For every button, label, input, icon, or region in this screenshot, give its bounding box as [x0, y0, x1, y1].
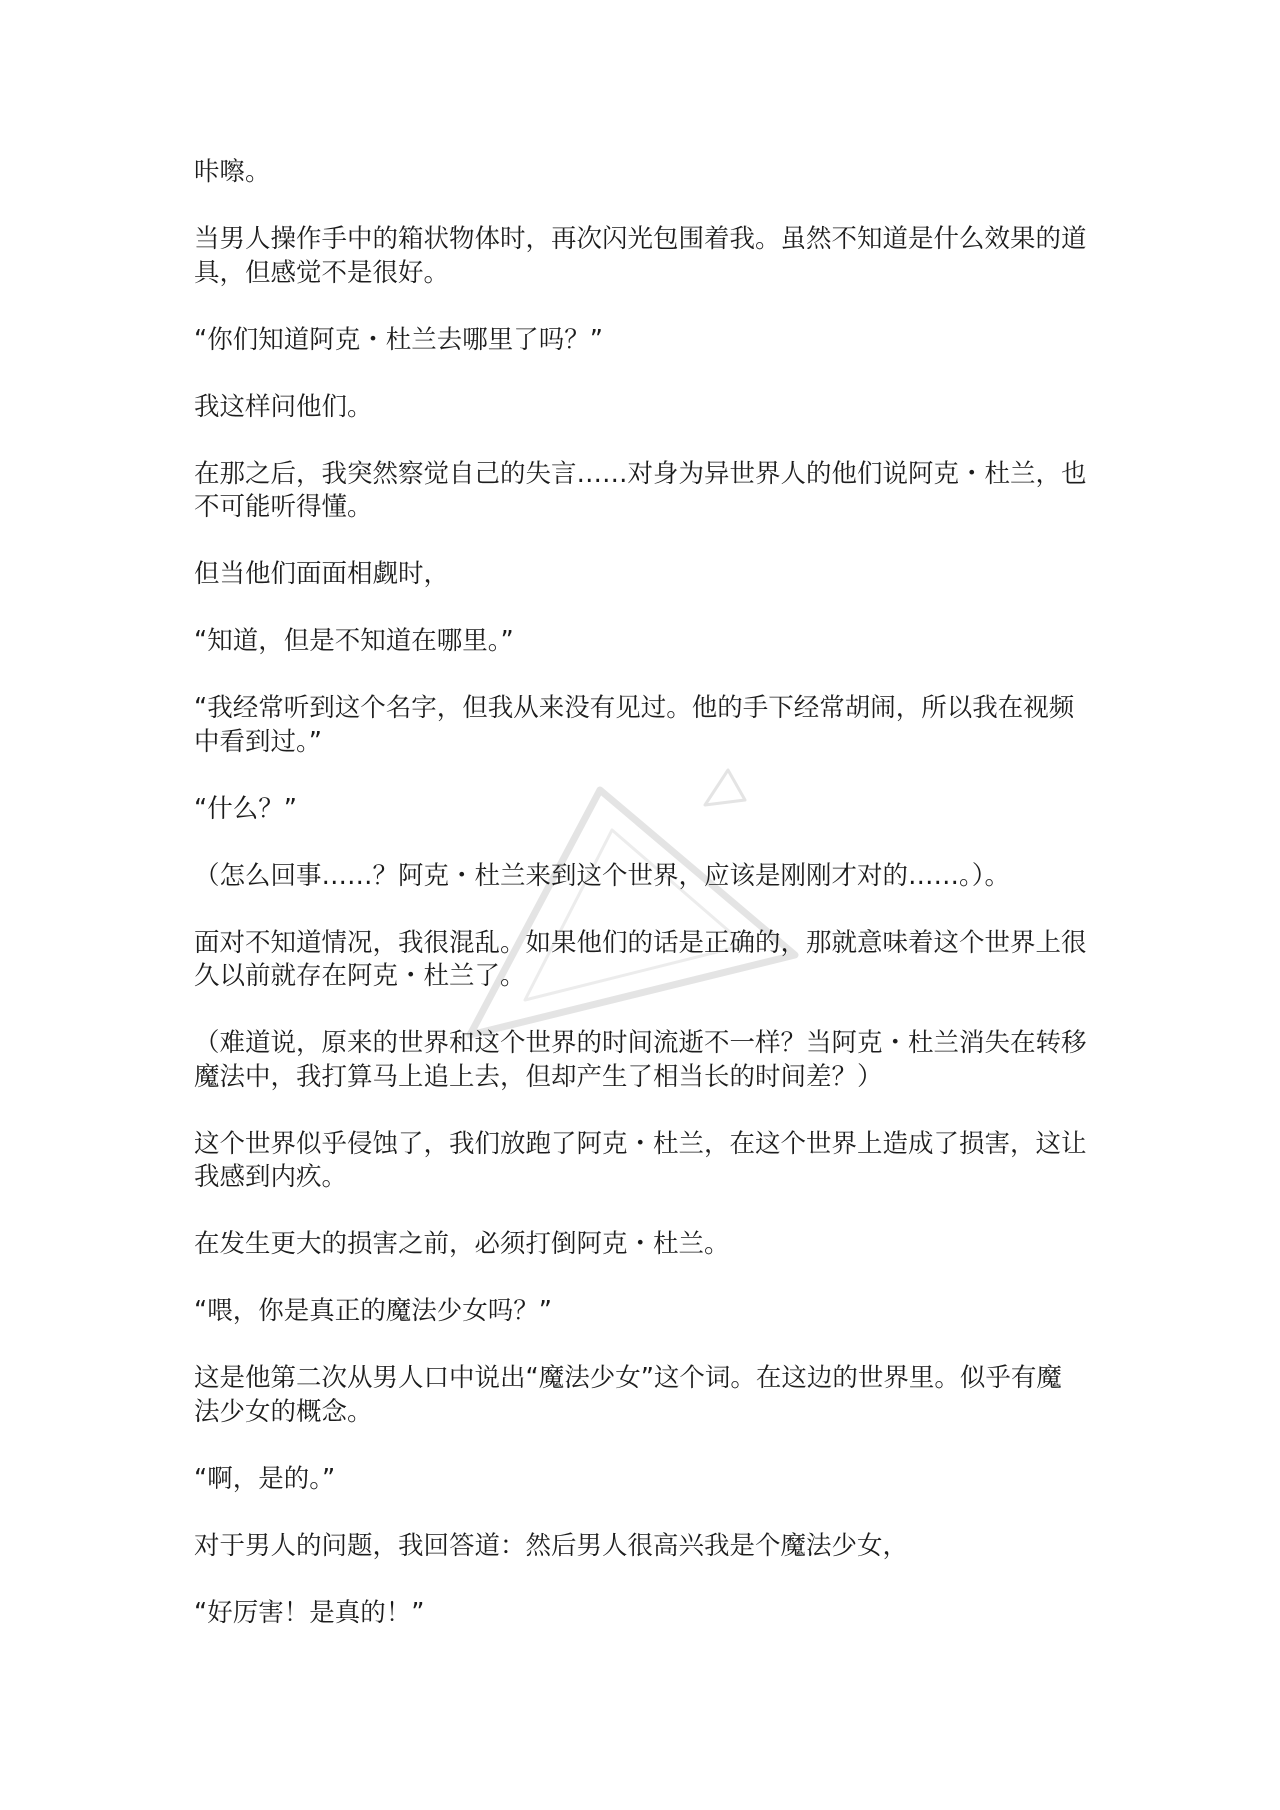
paragraph: [194, 391, 1104, 425]
text-line: 这个世界似乎侵蚀了，我们放跑了阿克・杜兰，在这个世界上造成了损害，这让: [194, 1128, 1087, 1159]
text-line: 这是他第二次从男人口中说出“魔法少女”这个词。在这边的世界里。似乎有魔: [194, 1363, 1062, 1393]
text-line: “我经常听到这个名字，但我从来没有见过。他的手下经常胡闹，所以我在视频: [194, 693, 1075, 723]
text-line: （怎么回事……？阿克・杜兰来到这个世界，应该是刚刚才对的……。）。: [194, 860, 1011, 891]
paragraph: [194, 223, 1104, 290]
paragraph: [194, 927, 1104, 994]
text-line: 久以前就存在阿克・杜兰了。: [194, 961, 526, 991]
text-line: “什么？”: [194, 793, 297, 824]
text-line: “知道，但是不知道在哪里。”: [194, 626, 514, 656]
text-line: （难道说，原来的世界和这个世界的时间流逝不一样？当阿克・杜兰消失在转移: [194, 1028, 1087, 1058]
paragraph: [194, 1530, 1104, 1564]
text-line: 我这样问他们。: [194, 391, 373, 422]
text-line: “喂，你是真正的魔法少女吗？”: [194, 1296, 552, 1326]
paragraph: [194, 1295, 1104, 1329]
paragraph: [194, 1597, 1104, 1631]
text-line: 具，但感觉不是很好。: [194, 257, 450, 288]
text-line: “啊，是的。”: [194, 1463, 336, 1494]
text-line: 中看到过。”: [194, 726, 322, 757]
paragraph: [194, 692, 1104, 759]
text-line: 不可能听得懂。: [194, 492, 373, 522]
paragraph: [194, 324, 1104, 358]
text-line: 但当他们面面相觑时，: [194, 559, 450, 589]
paragraph: [194, 1362, 1104, 1429]
paragraph: [194, 156, 1104, 190]
text-line: 在发生更大的损害之前，必须打倒阿克・杜兰。: [194, 1229, 730, 1259]
paragraph: [194, 1128, 1104, 1195]
paragraph: [194, 860, 1104, 894]
paragraph: [194, 625, 1104, 659]
text-line: 法少女的概念。: [194, 1396, 373, 1427]
document-body: [194, 156, 1104, 1664]
text-line: 魔法中，我打算马上追上去，但却产生了相当长的时间差？）: [194, 1061, 883, 1092]
paragraph: [194, 1463, 1104, 1497]
text-line: “你们知道阿克・杜兰去哪里了吗？”: [194, 324, 603, 355]
text-line: 在那之后，我突然察觉自己的失言……对身为异世界人的他们说阿克・杜兰，也: [194, 458, 1087, 489]
paragraph: [194, 793, 1104, 827]
text-line: 对于男人的问题，我回答道：然后男人很高兴我是个魔法少女，: [194, 1530, 909, 1561]
text-line: 我感到内疚。: [194, 1162, 348, 1192]
paragraph: [194, 1228, 1104, 1262]
text-line: 面对不知道情况，我很混乱。如果他们的话是正确的，那就意味着这个世界上很: [194, 927, 1087, 958]
paragraph: [194, 1027, 1104, 1094]
paragraph: [194, 558, 1104, 592]
text-line: 当男人操作手中的箱状物体时，再次闪光包围着我。虽然不知道是什么效果的道: [194, 224, 1087, 254]
paragraph: [194, 458, 1104, 525]
text-line: 咔嚓。: [194, 157, 271, 187]
text-line: “好厉害！是真的！”: [194, 1597, 425, 1628]
